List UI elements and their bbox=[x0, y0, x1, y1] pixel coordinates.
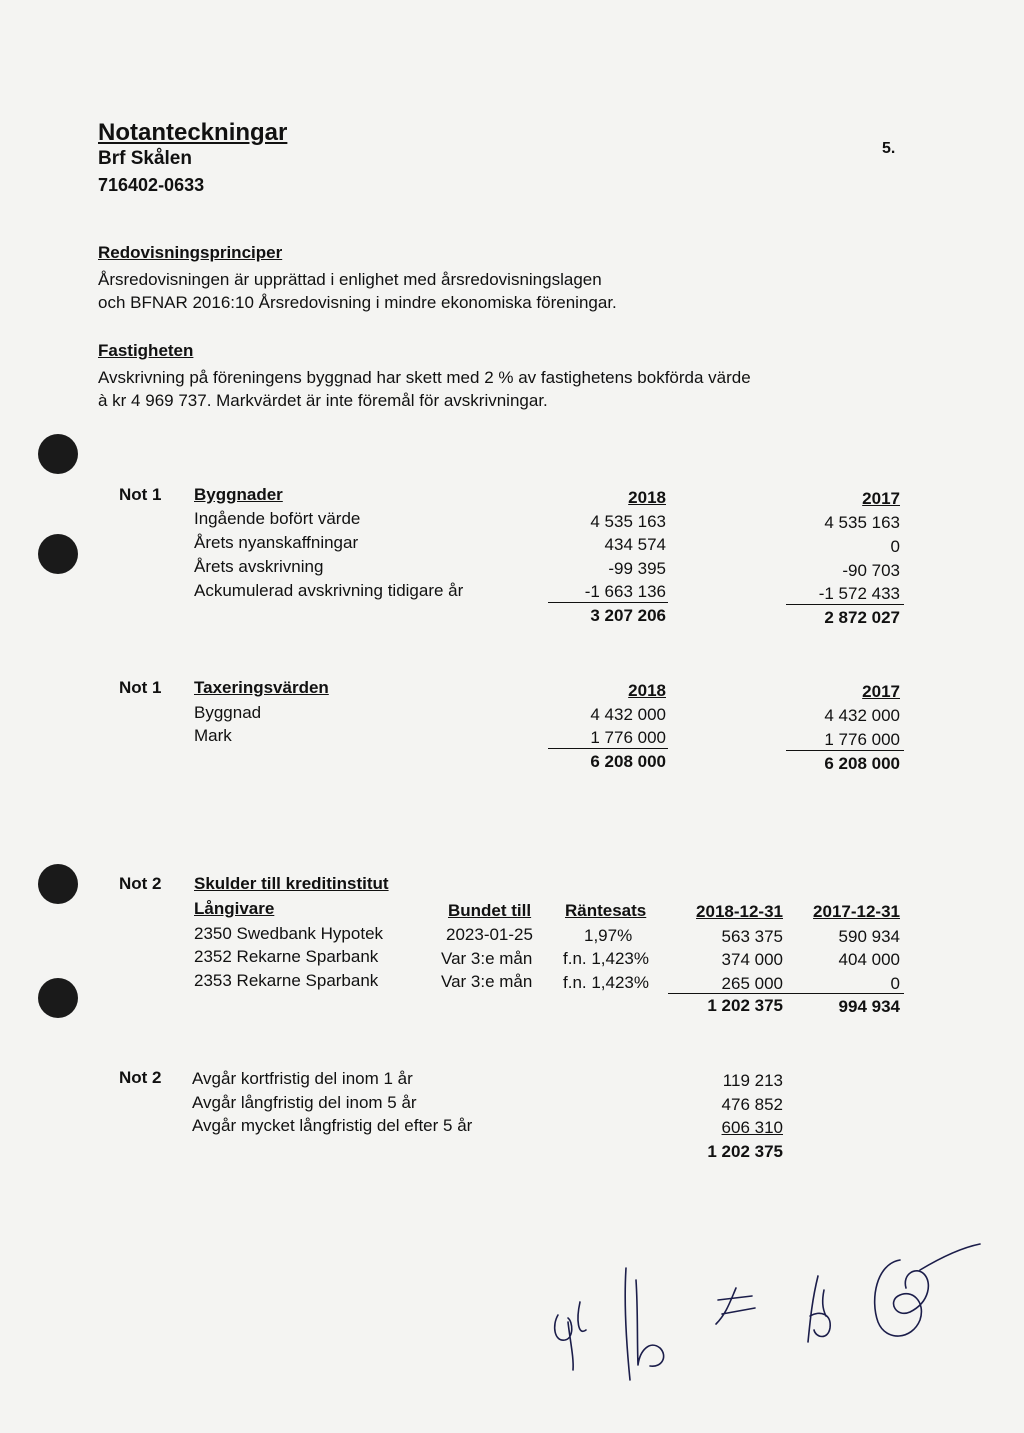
row-label: Ingående bofört värde bbox=[194, 509, 361, 528]
fastigheten-line: à kr 4 969 737. Markvärdet är inte föremål för avskrivningar. bbox=[98, 391, 548, 410]
lender-name: 2352 Rekarne Sparbank bbox=[194, 947, 379, 966]
page-number: 5. bbox=[882, 140, 896, 157]
row-value: 119 213 bbox=[722, 1071, 783, 1090]
note-label: Not 1 bbox=[119, 485, 162, 504]
row-value-2018: 4 432 000 bbox=[590, 705, 666, 724]
interest-rate: f.n. 1,423% bbox=[563, 973, 650, 992]
row-value-2018: -1 663 136 bbox=[584, 582, 666, 601]
sum-line bbox=[668, 993, 904, 994]
row-value-2017: 1 776 000 bbox=[824, 730, 900, 749]
note-heading-skulder: Skulder till kreditinstitut bbox=[194, 874, 389, 893]
bound-until: 2023-01-25 bbox=[446, 925, 533, 944]
row-value-2017: 0 bbox=[890, 537, 900, 556]
column-header-rate: Räntesats bbox=[565, 901, 647, 920]
redovisning-line: och BFNAR 2016:10 Årsredovisning i mindre ekonomiska föreningar. bbox=[98, 293, 617, 312]
row-value-2017: -1 572 433 bbox=[818, 584, 900, 603]
row-label: Ackumulerad avskrivning tidigare år bbox=[194, 581, 464, 600]
note-heading-taxering: Taxeringsvärden bbox=[194, 678, 329, 697]
row-value-2017: 404 000 bbox=[838, 950, 900, 969]
row-value-2017: 0 bbox=[890, 974, 900, 993]
column-header-2018: 2018 bbox=[628, 681, 666, 700]
handwritten-signatures bbox=[540, 1230, 1000, 1390]
row-label: Mark bbox=[194, 726, 232, 745]
row-label: Årets avskrivning bbox=[194, 557, 324, 576]
row-value-2017: 4 535 163 bbox=[824, 513, 900, 532]
punch-hole bbox=[38, 978, 78, 1018]
punch-hole bbox=[38, 534, 78, 574]
note-label: Not 2 bbox=[119, 874, 162, 893]
page-title: Notanteckningar bbox=[98, 119, 288, 146]
row-value: 606 310 bbox=[721, 1118, 783, 1137]
row-label: Avgår kortfristig del inom 1 år bbox=[192, 1069, 413, 1088]
total-value-2017: 2 872 027 bbox=[824, 608, 900, 627]
total-value: 1 202 375 bbox=[707, 1142, 783, 1161]
redovisning-line: Årsredovisningen är upprättad i enlighet med årsredovisningslagen bbox=[98, 270, 602, 289]
lender-name: 2353 Rekarne Sparbank bbox=[194, 971, 379, 990]
column-header-2017: 2017 bbox=[862, 682, 900, 701]
total-value-2017: 994 934 bbox=[838, 997, 900, 1016]
bound-until: Var 3:e mån bbox=[441, 972, 533, 991]
punch-hole bbox=[38, 864, 78, 904]
row-label: Byggnad bbox=[194, 703, 262, 722]
row-label: Årets nyanskaffningar bbox=[194, 533, 359, 552]
row-value-2017: 590 934 bbox=[838, 927, 900, 946]
total-value-2018: 6 208 000 bbox=[590, 752, 666, 771]
row-value-2018: 4 535 163 bbox=[590, 512, 666, 531]
sum-line bbox=[548, 602, 668, 603]
sum-line bbox=[786, 604, 904, 605]
column-header-lender: Långivare bbox=[194, 899, 275, 918]
row-value-2018: 374 000 bbox=[721, 950, 783, 969]
total-value-2018: 3 207 206 bbox=[590, 606, 666, 625]
note-label: Not 1 bbox=[119, 678, 162, 697]
row-value-2017: -90 703 bbox=[842, 561, 900, 580]
sum-line bbox=[548, 748, 668, 749]
column-header-2017: 2017 bbox=[862, 489, 900, 508]
row-value-2018: -99 395 bbox=[608, 559, 666, 578]
row-label: Avgår mycket långfristig del efter 5 år bbox=[192, 1116, 473, 1135]
fastigheten-line: Avskrivning på föreningens byggnad har skett med 2 % av fastighetens bokförda värde bbox=[98, 368, 751, 387]
interest-rate: f.n. 1,423% bbox=[563, 949, 650, 968]
interest-rate: 1,97% bbox=[584, 926, 633, 945]
row-value-2018: 434 574 bbox=[604, 535, 666, 554]
org-name: Brf Skålen bbox=[98, 148, 192, 169]
note-heading-byggnader: Byggnader bbox=[194, 485, 283, 504]
punch-hole bbox=[38, 434, 78, 474]
section-heading-redovisning: Redovisningsprinciper bbox=[98, 243, 283, 262]
note-label: Not 2 bbox=[119, 1068, 162, 1087]
column-header-bound: Bundet till bbox=[448, 901, 532, 920]
sum-line bbox=[786, 750, 904, 751]
row-value: 476 852 bbox=[721, 1095, 783, 1114]
row-value-2018: 1 776 000 bbox=[590, 728, 666, 747]
org-number: 716402-0633 bbox=[98, 175, 205, 195]
column-header-2017: 2017-12-31 bbox=[813, 902, 900, 921]
row-value-2018: 265 000 bbox=[721, 974, 783, 993]
column-header-2018: 2018 bbox=[628, 488, 666, 507]
row-value-2018: 563 375 bbox=[721, 927, 783, 946]
row-value-2017: 4 432 000 bbox=[824, 706, 900, 725]
section-heading-fastigheten: Fastigheten bbox=[98, 341, 194, 360]
row-label: Avgår långfristig del inom 5 år bbox=[192, 1093, 417, 1112]
column-header-2018: 2018-12-31 bbox=[696, 902, 783, 921]
total-value-2018: 1 202 375 bbox=[707, 996, 783, 1015]
total-value-2017: 6 208 000 bbox=[824, 754, 900, 773]
bound-until: Var 3:e mån bbox=[441, 949, 533, 968]
lender-name: 2350 Swedbank Hypotek bbox=[194, 924, 384, 943]
